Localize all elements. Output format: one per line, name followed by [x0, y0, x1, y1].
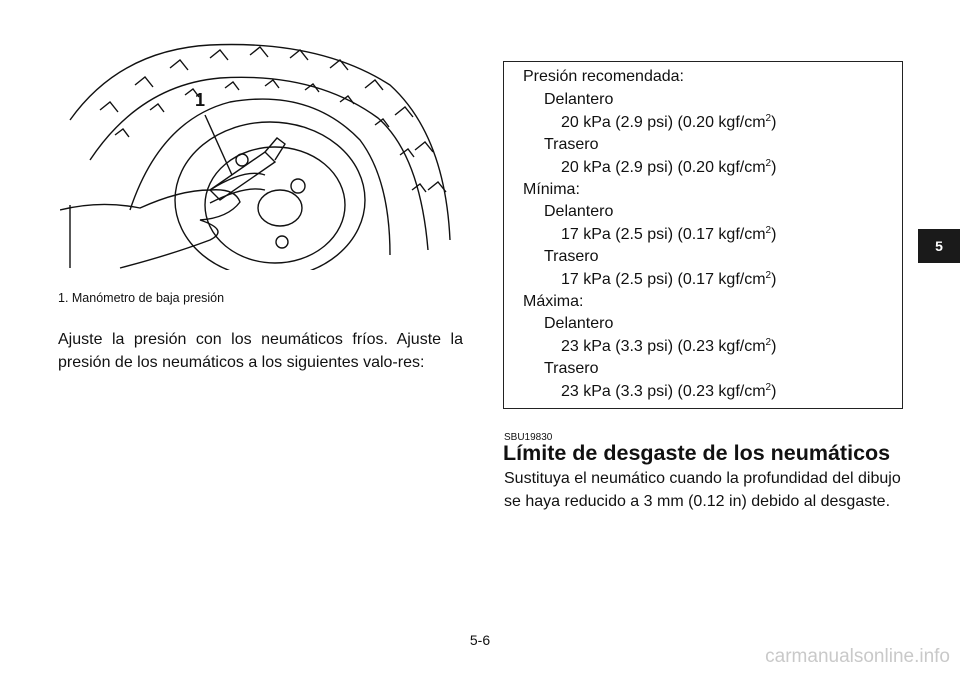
tire-pressure-illustration [60, 40, 460, 270]
figure-caption: 1. Manómetro de baja presión [58, 291, 225, 305]
pressure-instructions: Ajuste la presión con los neumáticos fríos. Ajuste la presión de los neumáticos a los siguientes valo-res: [58, 331, 463, 371]
max-front-value: 23 kPa (3.3 psi) (0.23 kgf/$cm^2$) [561, 337, 777, 355]
min-label: Mínima: [523, 181, 580, 198]
page-number: 5-6 [469, 632, 491, 648]
min-rear-label: Trasero [544, 248, 599, 265]
pressure-spec-box [503, 61, 903, 409]
watermark: carmanualsonline.info [765, 646, 950, 667]
tire-gauge-drawing [60, 40, 460, 270]
min-rear-value: 17 kPa (2.5 psi) (0.17 kgf/$cm^2$) [561, 270, 777, 288]
section-code: SBU19830 [504, 432, 553, 443]
rec-front-value: 20 kPa (2.9 psi) (0.20 kgf/$cm^2$) [561, 113, 777, 131]
chapter-tab: 5 [918, 229, 960, 263]
section-heading: Límite de desgaste de los neumáticos [503, 441, 891, 465]
rec-front-label: Delantero [544, 91, 614, 108]
recommended-label: Presión recomendada: [523, 68, 684, 85]
max-rear-label: Trasero [544, 360, 599, 377]
max-rear-value: 23 kPa (3.3 psi) (0.23 kgf/$cm^2$) [561, 382, 777, 400]
max-label: Máxima: [523, 293, 584, 310]
wear-limit-paragraph: Sustituya el neumático cuando la profundidad del dibujo se haya reducido a 3 mm (0.12 in) debido al desgaste. [504, 470, 901, 510]
rec-rear-label: Trasero [544, 136, 599, 153]
max-front-label: Delantero [544, 315, 614, 332]
callout-number: 1 [195, 90, 206, 110]
min-front-label: Delantero [544, 203, 614, 220]
min-front-value: 17 kPa (2.5 psi) (0.17 kgf/$cm^2$) [561, 225, 777, 243]
rec-rear-value: 20 kPa (2.9 psi) (0.20 kgf/$cm^2$) [561, 158, 777, 176]
